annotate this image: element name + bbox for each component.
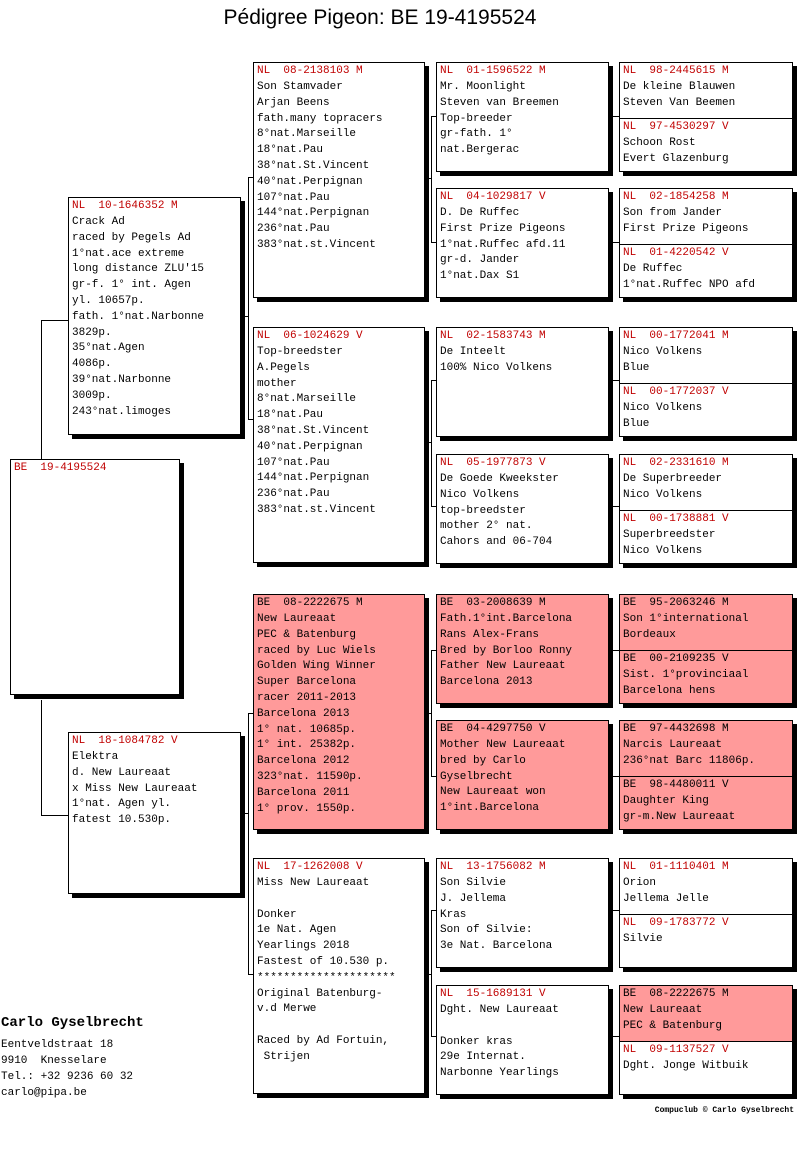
card-notes: Son from Jander First Prize Pigeons bbox=[623, 207, 749, 235]
owner-email[interactable]: carlo@pipa.be bbox=[1, 1087, 87, 1099]
ring-number: NL 04-1029817 V bbox=[440, 191, 546, 203]
card-notes: New Laureaat PEC & Batenburg bbox=[623, 1004, 723, 1032]
owner-street: Eentveldstraat 18 bbox=[1, 1039, 114, 1051]
card-notes: New Laureaat PEC & Batenburg raced by Luc Wiels Golden Wing Winner Super Barcelona racer 2011-2013 Barcelona 2013 1° nat. 10685p. 1° int. 25382p. Barcelona 2012 323°nat. 11590p. Barcelona 2011 1° prov. 1550p. bbox=[257, 613, 376, 815]
owner-city: 9910 Knesselare bbox=[1, 1055, 107, 1067]
card-notes: Superbreedster Nico Volkens bbox=[623, 529, 716, 557]
ring-number: NL 09-1783772 V bbox=[623, 917, 729, 929]
owner-phone: Tel.: +32 9236 60 32 bbox=[1, 1071, 134, 1083]
page-title: Pédigree Pigeon: BE 19-4195524 bbox=[223, 6, 537, 29]
pedigree-card-subject[interactable] bbox=[10, 459, 180, 695]
ring-number: BE 04-4297750 V bbox=[440, 723, 546, 735]
ring-number: BE 00-2109235 V bbox=[623, 653, 729, 665]
pedigree-card-fmm[interactable] bbox=[436, 454, 609, 564]
card-notes: Sist. 1°provinciaal Barcelona hens bbox=[623, 669, 749, 697]
card-notes: Schoon Rost Evert Glazenburg bbox=[623, 137, 729, 165]
card-notes: De kleine Blauwen Steven Van Beemen bbox=[623, 81, 736, 109]
connector-line bbox=[609, 242, 619, 243]
ring-number: NL 08-2138103 M bbox=[257, 65, 363, 77]
pedigree-card-gen5-pair[interactable] bbox=[619, 720, 793, 830]
ring-number: NL 13-1756082 M bbox=[440, 861, 546, 873]
pedigree-card-father[interactable] bbox=[68, 197, 241, 435]
ring-number: NL 00-1772037 V bbox=[623, 386, 729, 398]
ring-number: BE 08-2222675 M bbox=[623, 988, 729, 1000]
ring-number: NL 02-2331610 M bbox=[623, 457, 729, 469]
ring-number: NL 05-1977873 V bbox=[440, 457, 546, 469]
ring-number: NL 10-1646352 M bbox=[72, 200, 178, 212]
ring-number: NL 17-1262008 V bbox=[257, 861, 363, 873]
ring-number: BE 98-4480011 V bbox=[623, 779, 729, 791]
card-notes: Top-breedster A.Pegels mother 8°nat.Marseille 18°nat.Pau 38°nat.St.Vincent 40°nat.Perpignan 107°nat.Pau 144°nat.Perpignan 236°nat.Pau 383°nat.st.Vincent bbox=[257, 346, 376, 516]
pedigree-card-gen5-pair[interactable] bbox=[619, 985, 793, 1095]
ring-number: NL 98-2445615 M bbox=[623, 65, 729, 77]
pedigree-card-ff[interactable] bbox=[253, 62, 425, 298]
ring-number: NL 06-1024629 V bbox=[257, 330, 363, 342]
card-notes: De Superbreeder Nico Volkens bbox=[623, 473, 723, 501]
card-notes: Crack Ad raced by Pegels Ad 1°nat.ace extreme long distance ZLU'15 gr-f. 1° int. Agen yl. 10657p. fath. 1°nat.Narbonne 3829p. 35°nat.Agen 4086p. 39°nat.Narbonne 3009p. 243°nat.limoges bbox=[72, 216, 205, 418]
ring-number: BE 97-4432698 M bbox=[623, 723, 729, 735]
connector-line bbox=[609, 650, 619, 651]
pedigree-card-mf[interactable] bbox=[253, 594, 425, 830]
pedigree-card-mff[interactable] bbox=[436, 594, 609, 704]
ring-number: NL 01-1110401 M bbox=[623, 861, 729, 873]
connector-line bbox=[609, 116, 619, 117]
connector-line bbox=[425, 713, 431, 714]
pedigree-card-gen5-pair[interactable] bbox=[619, 188, 793, 298]
pedigree-card-mother[interactable] bbox=[68, 732, 241, 894]
card-notes: Mr. Moonlight Steven van Breemen Top-breeder gr-fath. 1° nat.Bergerac bbox=[440, 81, 559, 157]
pedigree-card-gen5-pair[interactable] bbox=[619, 62, 793, 172]
connector-line bbox=[41, 320, 68, 321]
pedigree-card-gen5-pair[interactable] bbox=[619, 327, 793, 437]
connector-line bbox=[431, 910, 432, 1036]
connector-line bbox=[425, 178, 431, 179]
connector-line bbox=[431, 116, 432, 242]
connector-line bbox=[41, 815, 68, 816]
card-notes: Silvie bbox=[623, 933, 663, 945]
connector-line bbox=[241, 316, 248, 317]
card-notes: Daughter King gr-m.New Laureaat bbox=[623, 795, 736, 823]
card-notes: Mother New Laureaat bred by Carlo Gyselbrecht New Laureaat won 1°int.Barcelona bbox=[440, 739, 566, 815]
ring-number: BE 08-2222675 M bbox=[257, 597, 363, 609]
card-notes: Narcis Laureaat 236°nat Barc 11806p. bbox=[623, 739, 756, 767]
connector-line bbox=[425, 974, 431, 975]
pedigree-card-gen5-pair[interactable] bbox=[619, 594, 793, 704]
ring-number: NL 00-1738881 V bbox=[623, 513, 729, 525]
card-notes: Son 1°international Bordeaux bbox=[623, 613, 749, 641]
card-notes: Miss New Laureaat Donker 1e Nat. Agen Yearlings 2018 Fastest of 10.530 p. ********************* Original Batenburg- v.d Merwe Raced by Ad Fortuin, Strijen bbox=[257, 877, 396, 1063]
card-notes: D. De Ruffec First Prize Pigeons 1°nat.Ruffec afd.11 gr-d. Jander 1°nat.Dax S1 bbox=[440, 207, 566, 283]
card-notes: Dght. Jonge Witbuik bbox=[623, 1060, 749, 1072]
card-notes: De Ruffec 1°nat.Ruffec NPO afd bbox=[623, 263, 756, 291]
connector-line bbox=[41, 320, 42, 460]
card-notes: Son Stamvader Arjan Beens fath.many topracers 8°nat.Marseille 18°nat.Pau 38°nat.St.Vincent 40°nat.Perpignan 107°nat.Pau 144°nat.Perpignan 236°nat.Pau 383°nat.st.Vincent bbox=[257, 81, 383, 251]
pedigree-card-gen5-pair[interactable] bbox=[619, 858, 793, 968]
connector-line bbox=[609, 380, 619, 381]
ring-number: NL 02-1854258 M bbox=[623, 191, 729, 203]
pedigree-card-fm[interactable] bbox=[253, 327, 425, 563]
pedigree-card-fmf[interactable] bbox=[436, 327, 609, 437]
card-notes: Elektra d. New Laureaat x Miss New Laureaat 1°nat. Agen yl. fatest 10.530p. bbox=[72, 751, 198, 827]
pedigree-card-fff[interactable] bbox=[436, 62, 609, 172]
card-notes: De Goede Kweekster Nico Volkens top-breedster mother 2° nat. Cahors and 06-704 bbox=[440, 473, 559, 549]
connector-line bbox=[248, 713, 249, 974]
ring-number: NL 01-4220542 V bbox=[623, 247, 729, 259]
ring-number: NL 02-1583743 M bbox=[440, 330, 546, 342]
card-notes: Nico Volkens Blue bbox=[623, 402, 703, 430]
ring-number: NL 97-4530297 V bbox=[623, 121, 729, 133]
ring-number: NL 15-1689131 V bbox=[440, 988, 546, 1000]
card-notes: Orion Jellema Jelle bbox=[623, 877, 709, 905]
card-notes: Son Silvie J. Jellema Kras Son of Silvie: 3e Nat. Barcelona bbox=[440, 877, 553, 953]
pedigree-card-ffm[interactable] bbox=[436, 188, 609, 298]
ring-number: BE 95-2063246 M bbox=[623, 597, 729, 609]
connector-line bbox=[609, 1036, 619, 1037]
connector-line bbox=[41, 700, 42, 815]
connector-line bbox=[609, 910, 619, 911]
pedigree-card-mmf[interactable] bbox=[436, 858, 609, 968]
connector-line bbox=[609, 506, 619, 507]
connector-line bbox=[609, 776, 619, 777]
ring-number: BE 03-2008639 M bbox=[440, 597, 546, 609]
connector-line bbox=[431, 380, 432, 506]
pedigree-card-mm[interactable] bbox=[253, 858, 425, 1094]
pedigree-card-mfm[interactable] bbox=[436, 720, 609, 830]
ring-number: NL 18-1084782 V bbox=[72, 735, 178, 747]
card-notes: De Inteelt 100% Nico Volkens bbox=[440, 346, 553, 374]
card-notes: Fath.1°int.Barcelona Rans Alex-Frans Bred by Borloo Ronny Father New Laureaat Barcelona 2013 bbox=[440, 613, 573, 689]
connector-line bbox=[425, 442, 431, 443]
card-notes: Nico Volkens Blue bbox=[623, 346, 703, 374]
copyright-credit: Compuclub © Carlo Gyselbrecht bbox=[654, 1106, 794, 1115]
connector-line bbox=[248, 177, 249, 419]
ring-number: NL 09-1137527 V bbox=[623, 1044, 729, 1056]
pedigree-card-gen5-pair[interactable] bbox=[619, 454, 793, 564]
owner-name: Carlo Gyselbrecht bbox=[1, 1015, 144, 1031]
ring-number: BE 19-4195524 bbox=[14, 462, 107, 474]
ring-number: NL 00-1772041 M bbox=[623, 330, 729, 342]
ring-number: NL 01-1596522 M bbox=[440, 65, 546, 77]
card-notes: Dght. New Laureaat Donker kras 29e Internat. Narbonne Yearlings bbox=[440, 1004, 559, 1080]
pedigree-card-mmm[interactable] bbox=[436, 985, 609, 1095]
connector-line bbox=[241, 813, 248, 814]
connector-line bbox=[431, 650, 432, 776]
